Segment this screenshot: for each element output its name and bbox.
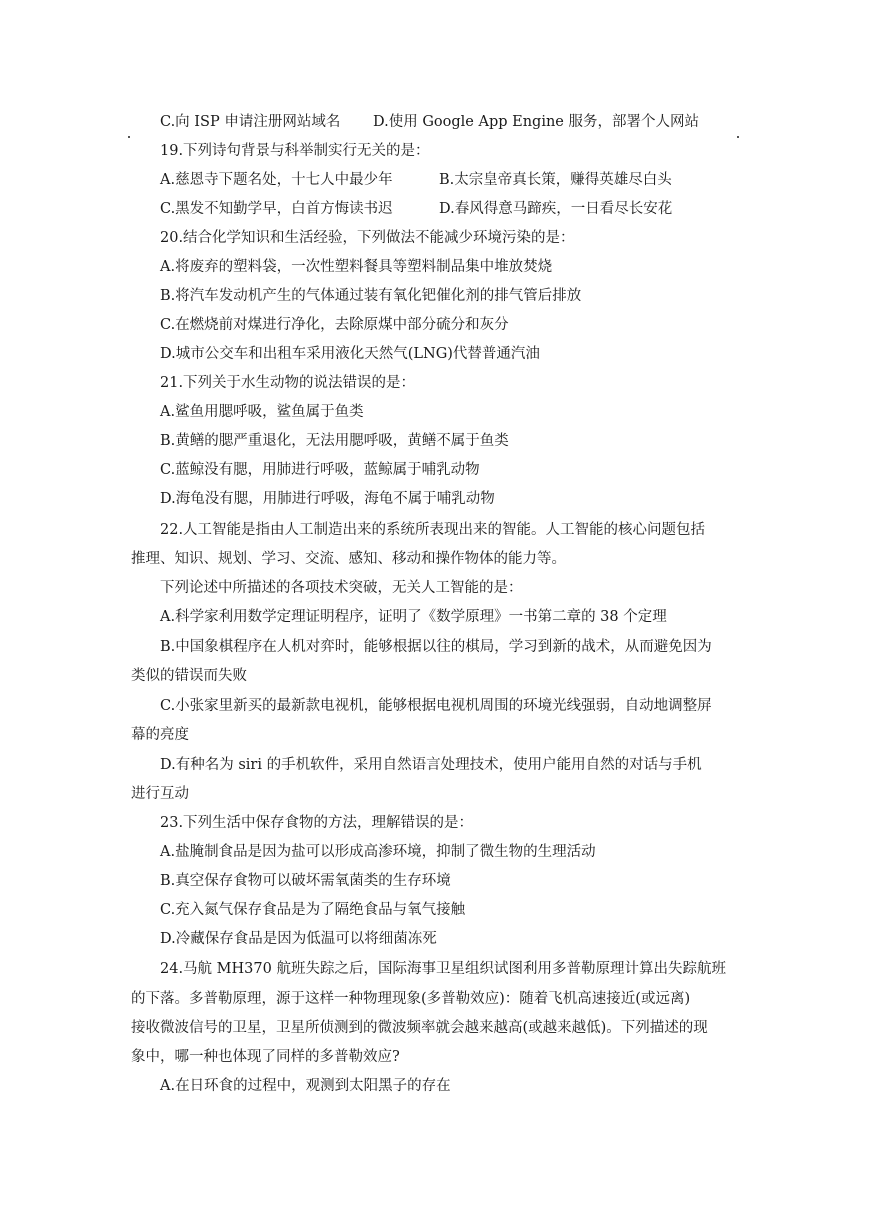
q21-option-b: B.黄鳝的腮严重退化，无法用腮呼吸，黄鳝不属于鱼类 bbox=[160, 433, 509, 449]
q21-stem: 21.下列关于水生动物的说法错误的是： bbox=[160, 375, 416, 391]
q19-option-a: A.慈恩寺下题名处，十七人中最少年 bbox=[160, 172, 393, 188]
q22-option-b-line2: 类似的错误而失败 bbox=[131, 668, 247, 684]
q24-stem-line2: 的下落。多普勒原理，源于这样一种物理现象(多普勒效应)：随着飞机高速接近(或远离) bbox=[131, 991, 691, 1007]
q19-options-cd bbox=[0, 195, 869, 224]
q18-option-c: C.向 ISP 申请注册网站域名 bbox=[160, 114, 341, 130]
q20-option-d: D.城市公交车和出租车采用液化天然气(LNG)代替普通汽油 bbox=[160, 346, 540, 362]
q22-option-c-line2: 幕的亮度 bbox=[131, 727, 189, 743]
q20-option-a: A.将废弃的塑料袋，一次性塑料餐具等塑料制品集中堆放焚烧 bbox=[160, 259, 553, 275]
q22-stem-line1: 22.人工智能是指由人工制造出来的系统所表现出来的智能。人工智能的核心问题包括 bbox=[160, 522, 706, 538]
q22-option-a: A.科学家利用数学定理证明程序，证明了《数学原理》一书第二章的 38 个定理 bbox=[160, 609, 667, 625]
q18-options-cd bbox=[0, 108, 869, 137]
q24-stem-line1: 24.马航 MH370 航班失踪之后，国际海事卫星组织试图利用多普勒原理计算出失踪航班 bbox=[160, 961, 726, 977]
q24-stem-line4: 象中，哪一种也体现了同样的多普勒效应? bbox=[131, 1049, 400, 1065]
q22-option-d-line2: 进行互动 bbox=[131, 786, 189, 802]
q20-option-c: C.在燃烧前对煤进行净化，去除原煤中部分硫分和灰分 bbox=[160, 317, 509, 333]
q21-option-d: D.海龟没有腮，用肺进行呼吸，海龟不属于哺乳动物 bbox=[160, 491, 495, 507]
q22-option-c-line1: C.小张家里新买的最新款电视机，能够根据电视机周围的环境光线强弱，自动地调整屏 bbox=[160, 698, 712, 714]
q20-option-b: B.将汽车发动机产生的气体通过装有氧化钯催化剂的排气管后排放 bbox=[160, 288, 582, 304]
q19-option-d: D.春风得意马蹄疾，一日看尽长安花 bbox=[439, 201, 673, 217]
q21-option-a: A.鲨鱼用腮呼吸，鲨鱼属于鱼类 bbox=[160, 404, 364, 420]
q24-stem-line3: 接收微波信号的卫星，卫星所侦测到的微波频率就会越来越高(或越来越低)。下列描述的现 bbox=[131, 1020, 708, 1036]
q22-option-b-line1: B.中国象棋程序在人机对弈时，能够根据以往的棋局，学习到新的战术，从而避免因为 bbox=[160, 639, 712, 655]
q23-option-c: C.充入氮气保存食品是为了隔绝食品与氧气接触 bbox=[160, 902, 466, 918]
q19-options-ab bbox=[0, 166, 869, 195]
q21-option-c: C.蓝鲸没有腮，用肺进行呼吸，蓝鲸属于哺乳动物 bbox=[160, 462, 480, 478]
q23-option-d: D.冷藏保存食品是因为低温可以将细菌冻死 bbox=[160, 931, 437, 947]
q18-option-d: D.使用 Google App Engine 服务，部署个人网站 bbox=[373, 114, 699, 130]
q23-option-b: B.真空保存食物可以破坏需氧菌类的生存环境 bbox=[160, 873, 451, 889]
q19-option-b: B.太宗皇帝真长策，赚得英雄尽白头 bbox=[439, 172, 672, 188]
q19-stem: 19.下列诗句背景与科举制实行无关的是： bbox=[160, 143, 430, 159]
q22-option-d-line1: D.有种名为 siri 的手机软件，采用自然语言处理技术，使用户能用自然的对话与手机 bbox=[160, 757, 702, 773]
q20-stem: 20.结合化学知识和生活经验，下列做法不能减少环境污染的是： bbox=[160, 230, 575, 246]
q23-option-a: A.盐腌制食品是因为盐可以形成高渗环境，抑制了微生物的生理活动 bbox=[160, 844, 596, 860]
q22-stem-line2: 推理、知识、规划、学习、交流、感知、移动和操作物体的能力等。 bbox=[131, 551, 566, 567]
q22-question: 下列论述中所描述的各项技术突破，无关人工智能的是： bbox=[160, 580, 523, 596]
q23-stem: 23.下列生活中保存食物的方法，理解错误的是： bbox=[160, 815, 474, 831]
q19-option-c: C.黑发不知勤学早，白首方悔读书迟 bbox=[160, 201, 393, 217]
q24-option-a: A.在日环食的过程中，观测到太阳黑子的存在 bbox=[160, 1078, 451, 1094]
